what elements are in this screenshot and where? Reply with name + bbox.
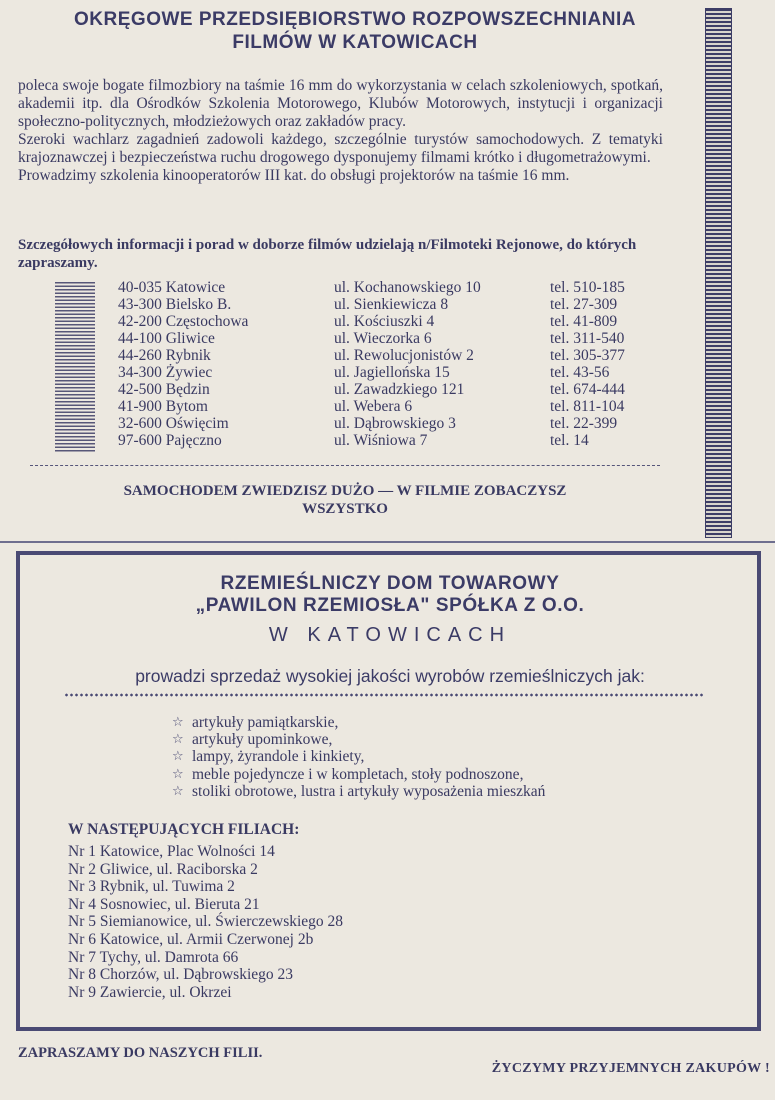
address-row — [118, 330, 658, 347]
address-row — [118, 432, 658, 449]
ad1-paragraph-3: Prowadzimy szkolenia kinooperatorów III kat. do obsługi projektorów na taśmie 16 mm. — [18, 167, 570, 184]
address-row — [118, 296, 658, 313]
footer-invitation: ZAPRASZAMY DO NASZYCH FILII. — [18, 1045, 263, 1061]
address-street: ul. Zawadzkiego 121 — [334, 381, 465, 398]
product-label: artykuły upominkowe, — [192, 731, 333, 749]
address-row — [118, 364, 658, 381]
address-street: ul. Sienkiewicza 8 — [334, 296, 449, 313]
ad1-body — [18, 77, 663, 185]
address-row — [118, 381, 658, 398]
address-city: 41-900 Bytom — [118, 398, 208, 415]
list-item: Nr 2 Gliwice, ul. Raciborska 2 — [68, 860, 258, 878]
address-street: ul. Jagiellońska 15 — [334, 364, 450, 381]
star-icon: ☆ — [172, 749, 184, 765]
address-city: 42-200 Częstochowa — [118, 313, 249, 330]
ad2-title — [120, 573, 660, 617]
list-item: Nr 1 Katowice, Plac Wolności 14 — [68, 843, 275, 860]
ad1-title — [20, 8, 690, 54]
product-label: meble pojedyncze i w kompletach, stoły podnoszone, — [192, 765, 524, 783]
product-list — [172, 714, 712, 800]
list-item — [172, 783, 712, 800]
branches-heading: W NASTĘPUJĄCYCH FILIACH: — [68, 821, 300, 838]
address-row — [118, 279, 658, 296]
address-row — [118, 347, 658, 364]
address-tel: tel. 22-399 — [550, 415, 618, 432]
address-city: 44-260 Rybnik — [118, 347, 211, 364]
address-table — [118, 279, 658, 449]
ad1-slogan — [50, 482, 640, 518]
list-item: Nr 6 Katowice, ul. Armii Czerwonej 2b — [68, 930, 314, 948]
address-tel: tel. 41-809 — [550, 313, 618, 330]
ad1-title-line2: FILMÓW W KATOWICACH — [232, 32, 478, 53]
address-tel: tel. 674-444 — [550, 381, 625, 398]
list-item: Nr 9 Zawiercie, ul. Okrzei — [68, 983, 232, 1001]
list-item — [172, 714, 712, 731]
list-item: Nr 8 Chorzów, ul. Dąbrowskiego 23 — [68, 966, 293, 984]
address-tel: tel. 14 — [550, 432, 589, 449]
list-item — [172, 731, 712, 748]
ad1-slogan-line1: SAMOCHODEM ZWIEDZISZ DUŻO — W FILMIE ZOBACZYSZ — [123, 483, 567, 499]
dotted-rule — [64, 693, 704, 697]
product-label: stoliki obrotowe, lustra i artykuły wyposażenia mieszkań — [192, 782, 546, 800]
address-street: ul. Rewolucjonistów 2 — [334, 347, 474, 364]
address-city: 97-600 Pajęczno — [118, 432, 222, 449]
star-icon: ☆ — [172, 766, 184, 782]
address-city: 43-300 Bielsko B. — [118, 296, 232, 313]
list-item: Nr 5 Siemianowice, ul. Świerczewskiego 28 — [68, 913, 344, 931]
ad1-info-bold: Szczegółowych informacji i porad w doborze filmów udzielają n/Filmoteki Rejonowe, do których zapraszamy. — [18, 237, 637, 271]
ad1-paragraph-2: Szeroki wachlarz zagadnień zadowoli każdego, szczególnie turystów samochodowych. Z tematyki krajoznawczej i bezpieczeństwa ruchu drogowego dysponujemy filmami krótko i długometrażowymi. — [18, 131, 663, 166]
star-icon: ☆ — [172, 715, 184, 730]
product-label: lampy, żyrandole i kinkiety, — [192, 748, 365, 766]
address-street: ul. Kościuszki 4 — [334, 313, 435, 330]
address-tel: tel. 43-56 — [550, 364, 610, 381]
address-tel: tel. 510-185 — [550, 279, 625, 296]
ad2-title-line1: RZEMIEŚLNICZY DOM TOWAROWY — [220, 573, 560, 594]
address-row — [118, 313, 658, 330]
list-item: Nr 4 Sosnowiec, ul. Bieruta 21 — [68, 895, 260, 913]
decorative-stripe-block — [55, 282, 95, 452]
branch-list — [68, 843, 548, 1001]
address-city: 44-100 Gliwice — [118, 330, 215, 347]
address-city: 42-500 Będzin — [118, 381, 210, 398]
list-item: Nr 7 Tychy, ul. Damrota 66 — [68, 948, 239, 966]
address-street: ul. Wiśniowa 7 — [334, 432, 428, 449]
footer-greeting: ŻYCZYMY PRZYJEMNYCH ZAKUPÓW ! — [491, 1061, 770, 1076]
address-street: ul. Wieczorka 6 — [334, 330, 432, 347]
address-street: ul. Webera 6 — [334, 398, 413, 415]
ad2-title-line2: „PAWILON RZEMIOSŁA" SPÓŁKA Z O.O. — [195, 595, 585, 616]
list-item — [172, 766, 712, 783]
address-tel: tel. 27-309 — [550, 296, 618, 313]
address-tel: tel. 305-377 — [550, 347, 625, 364]
address-tel: tel. 311-540 — [550, 330, 625, 347]
decorative-stripe-bar — [705, 8, 732, 538]
star-icon: ☆ — [172, 732, 184, 748]
address-city: 34-300 Żywiec — [118, 364, 213, 381]
address-row — [118, 398, 658, 415]
star-icon: ☆ — [172, 783, 184, 799]
ad-separator — [0, 541, 775, 543]
list-item — [172, 748, 712, 765]
list-item: Nr 3 Rybnik, ul. Tuwima 2 — [68, 878, 235, 896]
address-street: ul. Dąbrowskiego 3 — [334, 415, 456, 432]
ad2-city: W KATOWICACH — [268, 624, 512, 646]
address-row — [118, 415, 658, 432]
address-city: 32-600 Oświęcim — [118, 415, 229, 432]
address-street: ul. Kochanowskiego 10 — [334, 279, 481, 296]
ad1-paragraph-1: poleca swoje bogate filmozbiory na taśmie 16 mm do wykorzystania w celach szkoleniowych, spotkań, akademii itp. dla Ośrodków Szkolenia Motorowego, Klubów Motorowych, instytucji i organizacji społeczno-politycznych, młodzieżowych oraz zakładów pracy. — [18, 77, 663, 130]
ad1-slogan-line2: WSZYSTKO — [302, 501, 388, 517]
product-label: artykuły pamiątkarskie, — [192, 714, 339, 731]
address-city: 40-035 Katowice — [118, 279, 226, 296]
ad1-divider — [30, 465, 660, 466]
ad1-title-line1: OKRĘGOWE PRZEDSIĘBIORSTWO ROZPOWSZECHNIANIA — [74, 9, 636, 30]
ad2-lead: prowadzi sprzedaż wysokiej jakości wyrobów rzemieślniczych jak: — [135, 666, 645, 686]
address-tel: tel. 811-104 — [550, 398, 625, 415]
